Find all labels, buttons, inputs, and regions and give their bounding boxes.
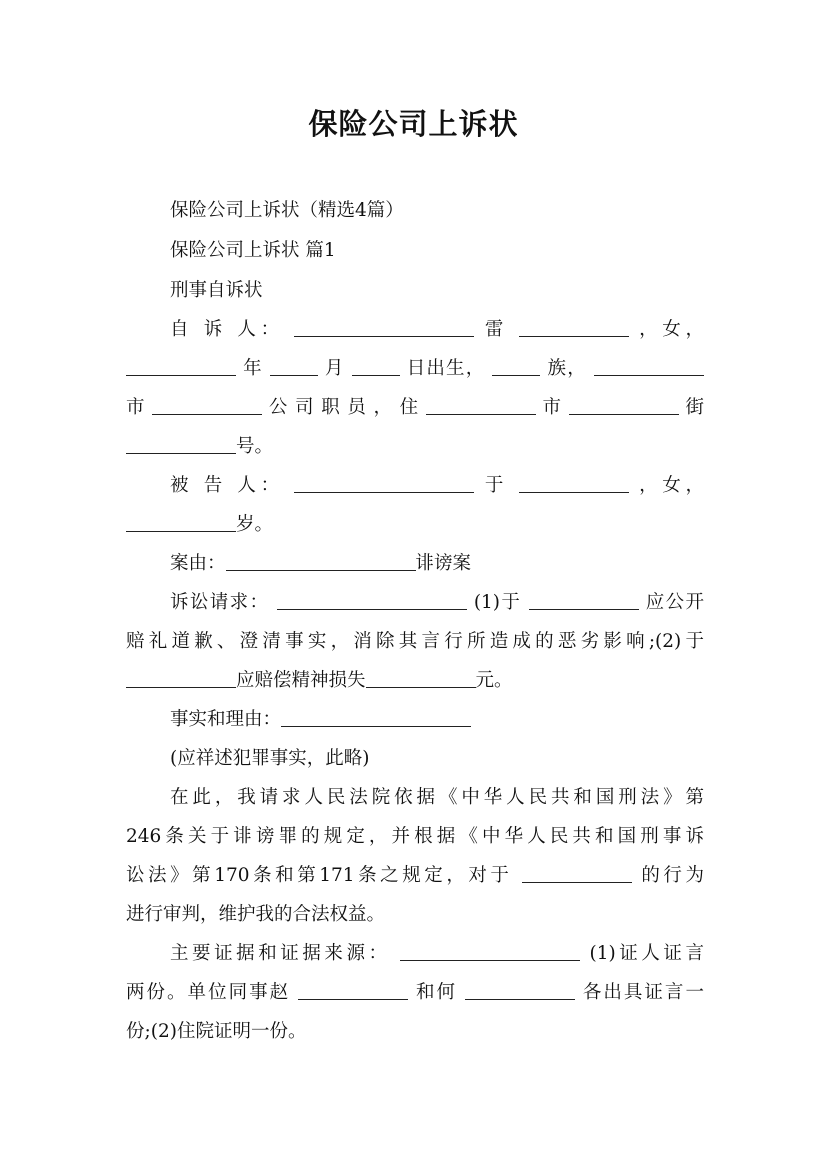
request-l3b: 的行为 xyxy=(641,865,704,886)
blank-field xyxy=(426,396,536,415)
claims-p3: 赔礼道歉、澄清事实，消除其言行所造成的恶劣影响;(2)于 xyxy=(126,631,704,652)
plaintiff-ethnic: 族， xyxy=(547,358,587,379)
evidence-p5: 份;(2)住院证明一份。 xyxy=(126,1021,307,1042)
section-heading: 保险公司上诉状 篇1 xyxy=(170,240,336,261)
defendant-line-2 xyxy=(126,512,704,538)
plaintiff-line-3 xyxy=(126,395,704,421)
request-l1: 在此，我请求人民法院依据《中华人民共和国刑法》第 xyxy=(170,787,704,808)
doc-type-line xyxy=(126,278,704,304)
blank-field xyxy=(126,357,236,376)
plaintiff-job: 公 司 职 员 ， 住 xyxy=(268,397,419,418)
subtitle-line xyxy=(126,198,704,224)
request-line-4 xyxy=(126,902,704,928)
blank-field xyxy=(294,318,474,337)
plaintiff-street: 街 xyxy=(685,397,704,418)
evidence-line-2 xyxy=(126,980,704,1006)
blank-field xyxy=(594,357,704,376)
blank-field xyxy=(569,396,679,415)
facts-line xyxy=(126,707,704,733)
defendant-label: 被 告 人： xyxy=(170,475,284,496)
cause-suffix: 诽谤案 xyxy=(415,553,472,574)
facts-label: 事实和理由： xyxy=(170,709,282,730)
evidence-line-3 xyxy=(126,1019,704,1045)
plaintiff-city: 市 xyxy=(126,397,146,418)
blank-field xyxy=(226,552,416,571)
blank-field xyxy=(400,942,580,961)
subtitle: 保险公司上诉状（精选4篇） xyxy=(170,200,404,221)
plaintiff-surname: 雷 xyxy=(484,319,509,340)
plaintiff-line-4 xyxy=(126,434,704,460)
evidence-line-1 xyxy=(126,941,704,967)
blank-field xyxy=(126,669,236,688)
claims-p2: 应公开 xyxy=(645,592,704,613)
evidence-p2: 两份。单位同事赵 xyxy=(126,982,291,1003)
blank-field xyxy=(270,357,318,376)
cause-label: 案由： xyxy=(170,553,226,574)
plaintiff-birth: 日出生， xyxy=(406,358,486,379)
facts-note: (应祥述犯罪事实，此略) xyxy=(170,748,370,769)
blank-field xyxy=(465,981,575,1000)
claims-p5: 元。 xyxy=(475,670,513,691)
doc-type: 刑事自诉状 xyxy=(170,280,263,301)
plaintiff-year: 年 xyxy=(243,358,263,379)
blank-field xyxy=(366,669,476,688)
request-l3a: 讼法》第170条和第171条之规定，对于 xyxy=(126,865,513,886)
plaintiff-month: 月 xyxy=(324,358,345,379)
blank-field xyxy=(352,357,400,376)
defendant-surname: 于 xyxy=(484,475,509,496)
claims-p1: (1)于 xyxy=(473,592,522,613)
evidence-label: 主要证据和证据来源： xyxy=(170,943,391,964)
request-l4: 进行审判，维护我的合法权益。 xyxy=(126,904,386,925)
blank-field xyxy=(281,708,471,727)
blank-field xyxy=(126,435,236,454)
defendant-gender: ，女， xyxy=(639,475,704,496)
claims-label: 诉讼请求： xyxy=(170,592,270,613)
section-heading-line xyxy=(126,238,704,264)
claims-line-1 xyxy=(126,590,704,616)
plaintiff-city2: 市 xyxy=(542,397,562,418)
blank-field xyxy=(492,357,540,376)
evidence-p1: (1)证人证言 xyxy=(589,943,704,964)
claims-line-3 xyxy=(126,668,704,694)
plaintiff-label: 自 诉 人： xyxy=(170,319,284,340)
blank-field xyxy=(519,318,629,337)
blank-field xyxy=(522,864,632,883)
claims-p4: 应赔偿精神损失 xyxy=(236,670,366,691)
request-l2: 246条关于诽谤罪的规定，并根据《中华人民共和国刑事诉 xyxy=(126,826,704,847)
claims-line-2 xyxy=(126,629,704,655)
cause-line xyxy=(126,551,704,577)
defendant-age: 岁。 xyxy=(236,514,274,535)
plaintiff-line-2 xyxy=(126,356,704,382)
request-line-1 xyxy=(126,785,704,811)
facts-note-line xyxy=(126,746,704,772)
request-line-2 xyxy=(126,824,704,850)
plaintiff-number: 号。 xyxy=(236,436,274,457)
plaintiff-gender: ，女， xyxy=(639,319,704,340)
blank-field xyxy=(298,981,408,1000)
blank-field xyxy=(519,474,629,493)
evidence-p4: 各出具证言一 xyxy=(582,982,704,1003)
blank-field xyxy=(294,474,474,493)
plaintiff-line-1 xyxy=(126,317,704,343)
request-line-3 xyxy=(126,863,704,889)
evidence-p3: 和何 xyxy=(415,982,458,1003)
defendant-line-1 xyxy=(126,473,704,499)
blank-field xyxy=(126,513,236,532)
blank-field xyxy=(152,396,262,415)
blank-field xyxy=(529,591,639,610)
blank-field xyxy=(277,591,467,610)
document-title: 保险公司上诉状 xyxy=(308,107,519,141)
